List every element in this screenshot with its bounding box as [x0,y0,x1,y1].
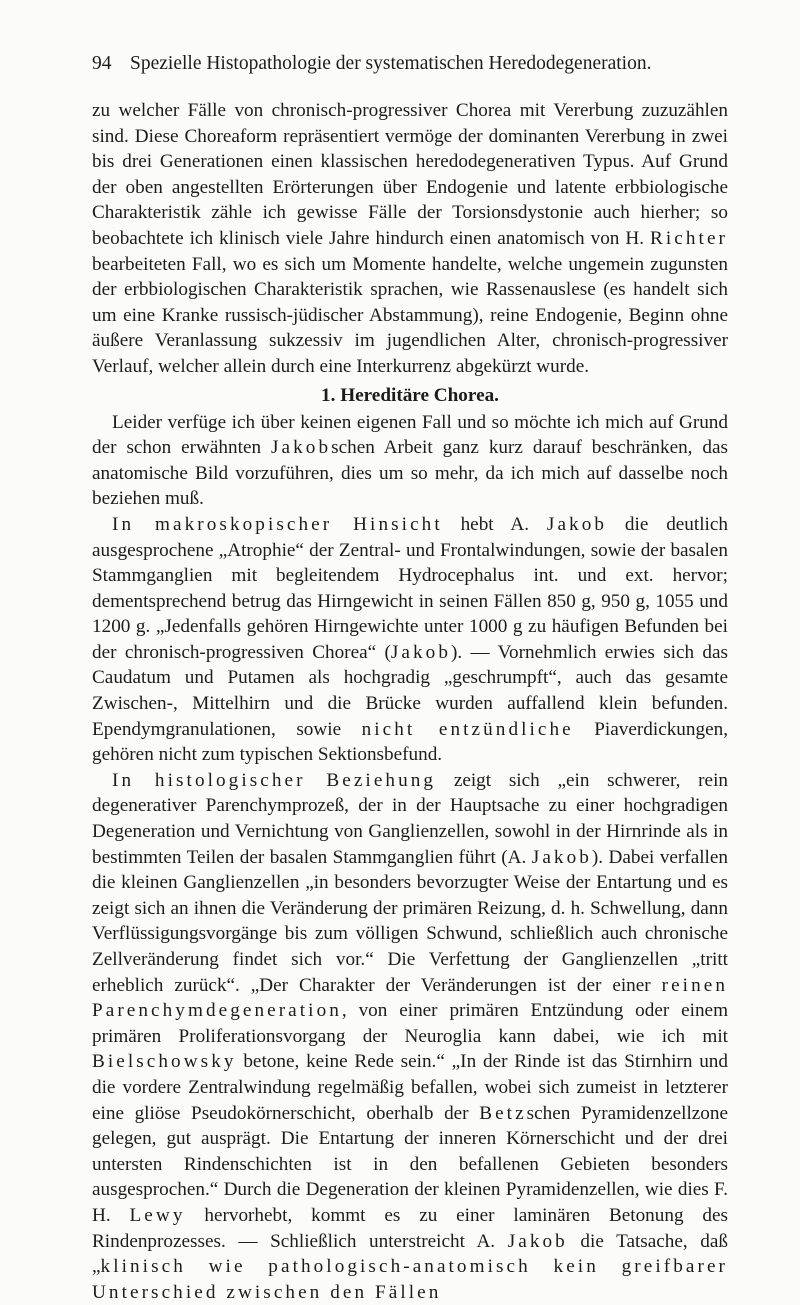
running-title: Spezielle Histopathologie der systematischen Heredodegeneration. [130,53,652,74]
author-name: Jakob [507,1230,568,1252]
author-name: Lewy [129,1204,186,1226]
paragraph: In makroskopischer Hinsicht hebt A. Jakob die deutlich ausgesprochene „Atrophie“ der Zentral- und Frontalwindungen, sowie der basalen Stammganglien mit begleitendem Hydrocephalus int. und ext. hervor; dementsprechend betrug das Hirngewicht in seinen Fällen 850 g, 950 g, 1055 und 1200 g. „Jedenfalls gehören Hirngewichte unter 1000 g zu häufigen Befunden bei der chronisch-progressiven Chorea“ (Jakob). — Vornehmlich erwies sich das Caudatum und Putamen als hochgradig „geschrumpft“, auch das gesamte Zwischen-, Mittelhirn und die Brücke wurden auffallend klein befunden. Ependymgranulationen, sowie nicht entzündliche Piaverdickungen, gehören nicht zum typischen Sektionsbefund. [92,513,729,766]
paragraph: In histologischer Beziehung zeigt sich „ein schwerer, rein degenerativer Parenchymprozeß, der in der Hauptsache zu einer hochgradigen Degeneration und Vernichtung von Ganglienzellen, sowohl in der Hirnrinde als in bestimmten Teilen der basalen Stammganglien führt (A. Jakob). Dabei verfallen die kleinen Ganglienzellen „in besonders bevorzugter Weise der Entartung und es zeigt sich an ihnen die Veränderung der primären Reizung, d. h. Schwellung, dann Verflüssigungsvorgänge bis zum völligen Schwund, schließlich auch chronische Zellveränderung findet sich vor.“ Die Verfettung der Ganglienzellen „tritt erheblich zurück“. „Der Charakter der Veränderungen ist der einer reinen Parenchymdegeneration, von einer primären Entzündung oder einem primären Proliferationsvorgang der Neuroglia kann dabei, wie ich mit Bielschowsky betone, keine Rede sein.“ „In der Rinde ist das Stirnhirn und die vordere Zentralwindung regelmäßig befallen, wobei sich zumeist in letzterer eine gliöse Pseudokörnerschicht, oberhalb der Betzschen Pyramidenzellzone gelegen, gut ausprägt. Die Entartung der inneren Körnerschicht und der drei untersten Rindenschichten ist in den befallenen Gebieten besonders ausgesprochen.“ Durch die Degeneration der kleinen Pyramidenzellen, wie dies F. H. Lewy hervorhebt, kommt es zu einer laminären Betonung des Rindenprozesses. — Schließlich unterstreicht A. Jakob die Tatsache, daß „klinisch wie pathologisch-anatomisch kein greifbarer Unterschied zwischen den Fällen [92,769,729,1303]
section-heading: 1. Hereditäre Chorea. [321,384,499,406]
page-number: 94 [92,53,112,74]
emphasis: reinen Parenchymdegeneration [92,974,728,1022]
paragraph: Leider verfüge ich über keinen eigenen Fall und so möchte ich mich auf Grund der schon erwähnten Jakobschen Arbeit ganz kurz darauf beschränken, das anatomische Bild vorzuführen, dies um so mehr, da ich mich auf dasselbe noch beziehen muß. [92,411,728,510]
author-name: Jakob [531,846,592,868]
emphasis-lead: In histologischer Beziehung [112,769,437,791]
author-name: Richter [650,227,728,249]
author-name: Jakob [390,641,451,663]
author-name: Betz [479,1102,527,1124]
author-name: Jakob [546,513,608,535]
intro-paragraph: zu welcher Fälle von chronisch-progressiver Chorea mit Vererbung zuzuzählen sind. Diese Choreaform repräsentiert vermöge der dominanten Vererbung in zwei bis drei Generationen einen klassischen heredodegenerativen Typus. Auf Grund der oben angestellten Erörterungen über Endogenie und latente erbbiologische Charakteristik zähle ich gewisse Fälle der Torsionsdystonie auch hierher; so beobachtete ich klinisch viele Jahre hindurch einen anatomisch von H. Richter bearbeiteten Fall, wo es sich um Momente handelte, welche ungemein zugunsten der erbbiologischen Charakteristik sprachen, wie Rassenauslese (es handelt sich um eine Kranke russisch-jüdischer Abstammung), reine Endogenie, Beginn ohne äußere Veranlassung sukzessiv im jugendlichen Alter, chronisch-progressiver Verlauf, welcher allein durch eine Interkurrenz abgekürzt wurde. [92,100,728,377]
emphasis: nicht entzündliche [361,718,574,740]
author-name: Jakob [271,437,332,459]
body-text [92,98,728,1305]
emphasis-quote: klinisch wie pathologisch-anatomisch kein greifbarer Unterschied zwischen den Fällen [92,1256,728,1303]
author-name: Bielschowsky [92,1051,237,1073]
emphasis-lead: In makroskopischer Hinsicht [112,513,443,535]
